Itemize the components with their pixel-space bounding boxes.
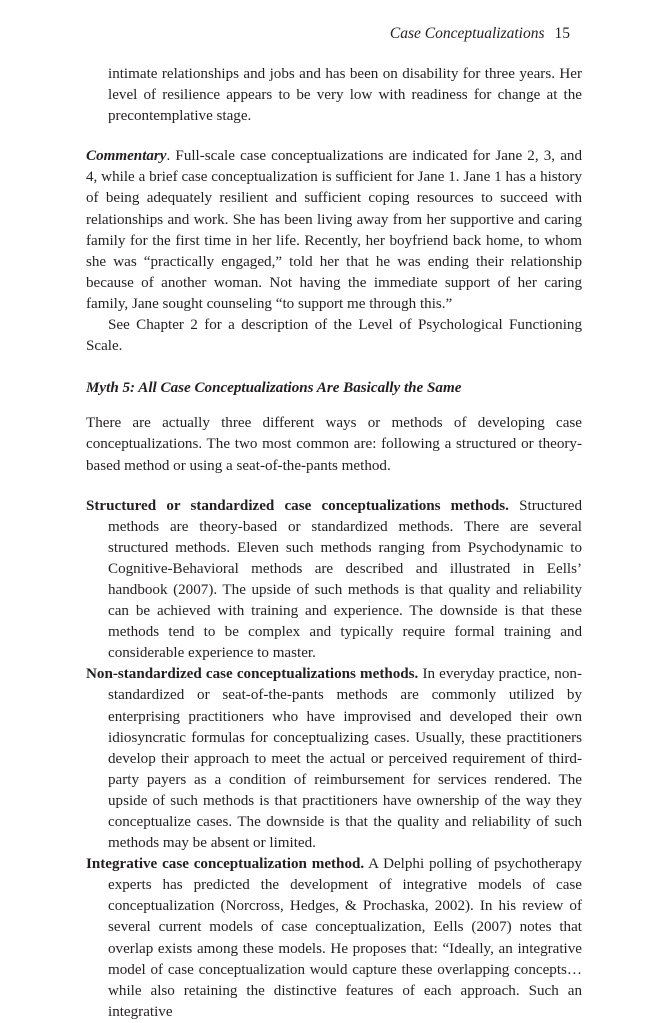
running-header: [390, 23, 570, 44]
method-text: In everyday practice, non-standardized or seat-of-the-pants methods are commonly utilized by enterprising practitioners who have improvised and developed their own idiosyncratic formulas for conceptualizing cases. Usually, these practitioners develop their approach to meet the actual or perceived requirement of third-party payers as a condition of reimbursement for services rendered. The upside of such methods is that practitioners have ownership of the way they conceptualize cases. The downside is that the quality and reliability of such methods may be absent or limited.: [108, 666, 582, 852]
method-label: Non-standardized case conceptualizations methods.: [86, 666, 419, 683]
page-number: 15: [554, 25, 570, 42]
method-label: Structured or standardized case conceptualizations methods.: [86, 497, 509, 514]
method-text: Structured methods are theory-based or standardized methods. There are several structured methods. Eleven such methods ranging from Psychodynamic to Cognitive-Behavioral methods are described and illustrated in Eells’ handbook (2007). The upside of such methods is that quality and reliability can be achieved with training and experience. The downside is that these methods tend to be complex and typically require formal training and considerable experience to master.: [108, 497, 583, 662]
commentary-paragraph: [86, 146, 582, 315]
list-item: [86, 854, 582, 1023]
page-body: [86, 64, 582, 1023]
methods-list: [86, 496, 582, 1023]
continuation-paragraph: intimate relationships and jobs and has been on disability for three years. Her level of resilience appears to be very low with readiness for change at the precontemplative stage.: [108, 66, 582, 125]
method-text: A Delphi polling of psychotherapy experts has predicted the development of integrative models of case conceptualization (Norcross, Hedges, & Prochaska, 2002). In his review of several current models of case conceptualization, Eells (2007) notes that overlap exists among these models. He proposes that: “Ideally, an integrative model of case conceptualization would capture these overlapping concepts… while also retaining the distinctive features of each approach. Such an integrative: [108, 856, 582, 1020]
commentary-label: Commentary: [86, 148, 167, 165]
commentary-text: . Full-scale case conceptualizations are indicated for Jane 2, 3, and 4, while a brief case conceptualization is sufficient for Jane 1. Jane 1 has a history of being adequately resilient and sufficient coping resources to succeed with relationships and work. She has been living away from her supportive and caring family for the first time in her life. Recently, her boyfriend back home, to whom she was “practically engaged,” told her that he was ending their relationship because of another woman. Not having the immediate support of her caring family, Jane sought counseling “to support me through this.”: [86, 148, 582, 312]
myth-intro-paragraph: There are actually three different ways or methods of developing case conceptualizations. The two most common are: following a structured or theory-based method or using a seat-of-the-pants method.: [86, 415, 582, 474]
see-chapter-paragraph: See Chapter 2 for a description of the Level of Psychological Functioning Scale.: [86, 317, 582, 355]
list-item: [86, 664, 582, 854]
list-item: [86, 496, 582, 665]
running-title: Case Conceptualizations: [389, 25, 545, 42]
method-label: Integrative case conceptualization method.: [86, 856, 365, 873]
myth-heading: Myth 5: All Case Conceptualizations Are Basically the Same: [86, 380, 462, 397]
